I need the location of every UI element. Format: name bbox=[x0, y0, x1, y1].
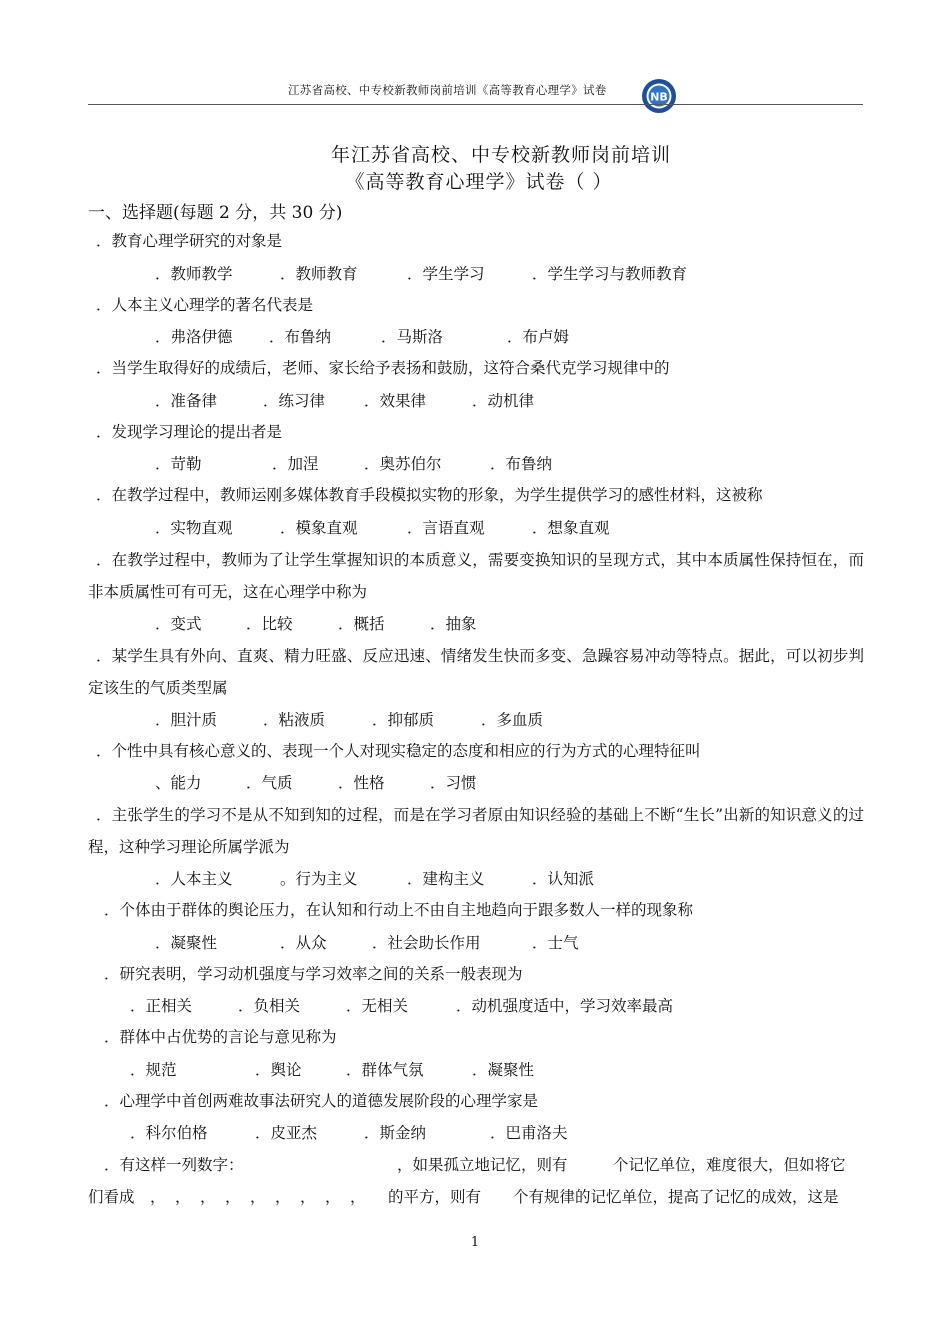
option-a: ．人本主义 bbox=[155, 870, 233, 888]
option-c: ．学生学习 bbox=[407, 264, 485, 283]
option-d: ．多血质 bbox=[481, 710, 544, 729]
question-text: 个记忆单位，难度很大，但如将它 bbox=[613, 1156, 846, 1174]
option-a: ．科尔伯格 bbox=[130, 1124, 208, 1142]
question-text: ．某学生具有外向、直爽、精力旺盛、反应迅速、情绪发生快而多变、急躁容易冲动等特点。据此，可以初步判定该生的气质类型属 bbox=[88, 646, 864, 697]
option-d: ．巴甫洛夫 bbox=[490, 1124, 568, 1142]
options-8 bbox=[0, 767, 950, 799]
options-7 bbox=[0, 704, 950, 736]
option-c: ．无相关 bbox=[346, 997, 409, 1015]
question-text: ．心理学中首创两难故事法研究人的道德发展阶段的心理学家是 bbox=[104, 1091, 539, 1110]
section-heading: 一、选择题(每题 2 分，共 30 分) bbox=[88, 203, 343, 223]
options-9 bbox=[0, 863, 950, 895]
header-rule bbox=[88, 104, 863, 105]
option-b: ．皮亚杰 bbox=[255, 1124, 318, 1142]
options-2 bbox=[0, 321, 950, 353]
option-c: ．群体气氛 bbox=[346, 1060, 424, 1079]
options-13 bbox=[0, 1117, 950, 1149]
option-b: ．从众 bbox=[280, 933, 327, 952]
page-number: 1 bbox=[470, 1235, 480, 1250]
question-8 bbox=[88, 736, 864, 768]
options-6 bbox=[0, 608, 950, 640]
question-text: 个有规律的记忆单位，提高了记忆的成效，这是 bbox=[513, 1188, 839, 1206]
question-13 bbox=[88, 1086, 864, 1118]
option-a: 、能力 bbox=[155, 774, 202, 792]
option-a: ．规范 bbox=[130, 1060, 177, 1079]
option-b: ．练习律 bbox=[263, 391, 326, 410]
option-c: ．奥苏伯尔 bbox=[364, 455, 442, 473]
options-4 bbox=[0, 448, 950, 480]
question-10 bbox=[88, 895, 864, 927]
option-d: ．凝聚性 bbox=[472, 1060, 535, 1079]
question-9 bbox=[88, 799, 864, 863]
option-d: ．士气 bbox=[532, 933, 579, 952]
question-4 bbox=[88, 417, 864, 449]
option-a: ．变式 bbox=[155, 614, 202, 633]
header-text: 江苏省高校、中专校新教师岗前培训《高等教育心理学》试卷 bbox=[288, 83, 607, 97]
option-c: ．社会助长作用 bbox=[372, 933, 481, 952]
question-text: ．有这样一列数字： bbox=[104, 1156, 244, 1174]
option-c: ．斯金纳 bbox=[364, 1124, 427, 1142]
options-5 bbox=[0, 512, 950, 544]
question-list bbox=[0, 226, 950, 1213]
option-c: ．抑郁质 bbox=[372, 710, 435, 729]
option-b: ．比较 bbox=[246, 614, 293, 633]
question-text: ．人本主义心理学的著名代表是 bbox=[96, 295, 314, 314]
comma: ， bbox=[175, 1188, 191, 1206]
question-12 bbox=[88, 1022, 864, 1054]
comma: ， bbox=[200, 1188, 216, 1206]
options-10 bbox=[0, 927, 950, 959]
question-7 bbox=[88, 640, 864, 704]
option-b: ．舆论 bbox=[255, 1060, 302, 1079]
option-d: ．认知派 bbox=[532, 870, 595, 888]
option-c: ．建构主义 bbox=[407, 870, 485, 888]
option-a: ．苛勒 bbox=[155, 455, 202, 473]
question-14-line1 bbox=[0, 1149, 950, 1181]
option-d: ．动机强度适中，学习效率最高 bbox=[456, 997, 674, 1015]
option-b: ．模象直观 bbox=[280, 518, 358, 537]
comma: ， bbox=[275, 1188, 291, 1206]
logo-text: NB bbox=[650, 90, 668, 104]
option-b: 。行为主义 bbox=[280, 870, 358, 888]
option-c: ．马斯洛 bbox=[381, 328, 444, 346]
question-text: 们看成 bbox=[88, 1188, 135, 1206]
logo-icon bbox=[641, 78, 677, 114]
option-c: ．言语直观 bbox=[407, 518, 485, 537]
comma: ， bbox=[225, 1188, 241, 1206]
question-text: ．研究表明，学习动机强度与学习效率之间的关系一般表现为 bbox=[104, 964, 523, 983]
option-d: ．布鲁纳 bbox=[490, 455, 553, 473]
running-header bbox=[0, 78, 950, 104]
comma: ， bbox=[150, 1188, 166, 1206]
option-b: ．气质 bbox=[246, 774, 293, 792]
question-text: ．在教学过程中，教师运刚多媒体教育手段模拟实物的形象，为学生提供学习的感性材料，这被称 bbox=[96, 486, 763, 504]
option-b: ．布鲁纳 bbox=[269, 328, 332, 346]
options-1 bbox=[0, 258, 950, 290]
comma: ， bbox=[325, 1188, 341, 1206]
question-text: ．个体由于群体的舆论压力，在认知和行动上不由自主地趋向于跟多数人一样的现象称 bbox=[104, 901, 694, 919]
question-14-line2 bbox=[0, 1181, 950, 1213]
comma: ， bbox=[300, 1188, 316, 1206]
option-c: ．概括 bbox=[338, 614, 385, 633]
question-text: ．当学生取得好的成绩后，老师、家长给予表扬和鼓励，这符合桑代克学习规律中的 bbox=[96, 359, 670, 377]
options-12 bbox=[0, 1054, 950, 1086]
option-a: ．教师教学 bbox=[155, 264, 233, 283]
question-text: 的平方，则有 bbox=[388, 1188, 482, 1206]
question-11 bbox=[88, 959, 864, 991]
option-d: ．抽象 bbox=[430, 614, 477, 633]
question-text: ，如果孤立地记忆，则有 bbox=[397, 1156, 568, 1174]
question-text: ．在教学过程中，教师为了让学生掌握知识的本质意义，需要变换知识的呈现方式，其中本质属性保持恒在，而非本质属性可有可无，这在心理学中称为 bbox=[88, 550, 864, 601]
question-1 bbox=[88, 226, 864, 258]
option-b: ．加涅 bbox=[272, 455, 319, 473]
question-text: ．发现学习理论的提出者是 bbox=[96, 422, 283, 441]
option-d: ．布卢姆 bbox=[507, 328, 570, 346]
question-2 bbox=[88, 290, 864, 322]
options-11 bbox=[0, 990, 950, 1022]
question-5 bbox=[88, 480, 864, 512]
comma: ， bbox=[350, 1188, 366, 1206]
option-d: ．学生学习与教师教育 bbox=[532, 264, 688, 283]
option-a: ．实物直观 bbox=[155, 518, 233, 537]
option-a: ．凝聚性 bbox=[155, 933, 218, 952]
option-a: ．准备律 bbox=[155, 391, 218, 410]
question-6 bbox=[88, 544, 864, 608]
option-b: ．粘液质 bbox=[263, 710, 326, 729]
question-3 bbox=[88, 353, 864, 385]
question-text: ．主张学生的学习不是从不知到知的过程，而是在学习者原由知识经验的基础上不断“生长”出新的知识意义的过程，这种学习理论所属学派为 bbox=[88, 806, 864, 856]
option-d: ．动机律 bbox=[472, 391, 535, 410]
option-b: ．负相关 bbox=[238, 997, 301, 1015]
option-c: ．性格 bbox=[338, 774, 385, 792]
option-a: ．弗洛伊德 bbox=[155, 328, 233, 346]
option-c: ．效果律 bbox=[364, 391, 427, 410]
option-a: ．胆汁质 bbox=[155, 710, 218, 729]
option-b: ．教师教育 bbox=[280, 264, 358, 283]
question-text: ．教育心理学研究的对象是 bbox=[96, 232, 283, 250]
comma: ， bbox=[250, 1188, 266, 1206]
option-d: ．习惯 bbox=[430, 774, 477, 792]
option-a: ．正相关 bbox=[130, 997, 193, 1015]
question-text: ．群体中占优势的言论与意见称为 bbox=[104, 1028, 337, 1046]
doc-title-line1: 年江苏省高校、中专校新教师岗前培训 bbox=[330, 144, 671, 166]
option-d: ．想象直观 bbox=[532, 518, 610, 537]
options-3 bbox=[0, 385, 950, 417]
doc-title-line2: 《高等教育心理学》试卷（ ） bbox=[345, 171, 613, 193]
question-text: ．个性中具有核心意义的、表现一个人对现实稳定的态度和相应的行为方式的心理特征叫 bbox=[96, 741, 701, 760]
